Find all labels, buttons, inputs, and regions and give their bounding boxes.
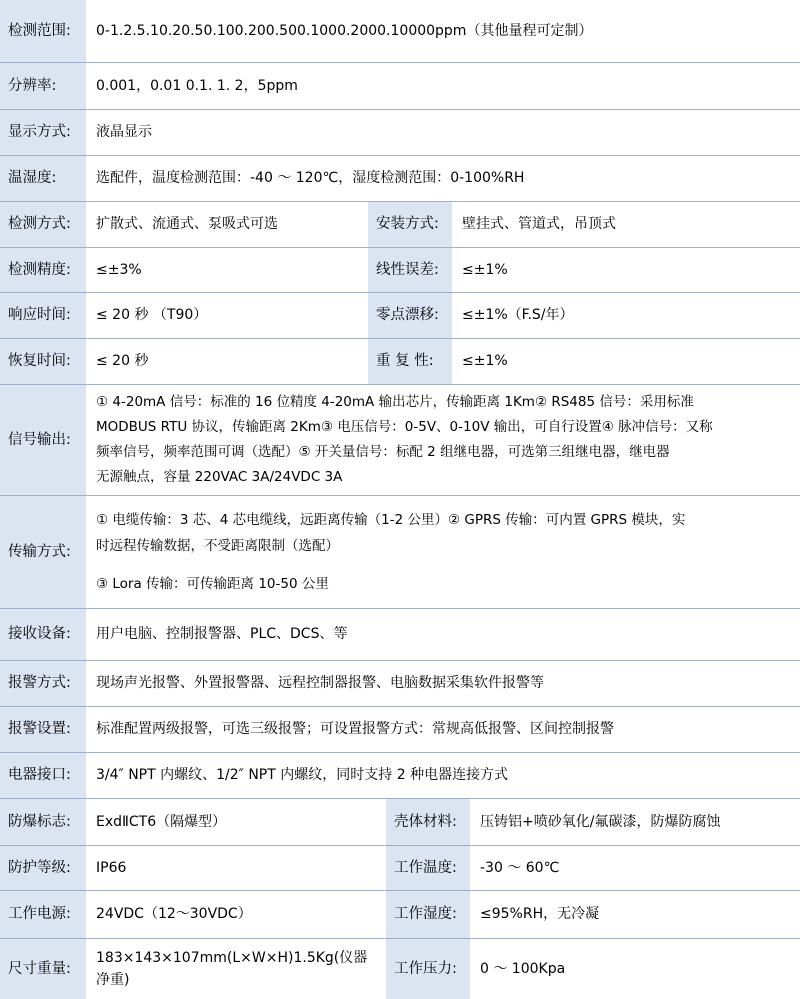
recovery-time-value: ≤ 20 秒: [86, 339, 368, 384]
spec-row-electrical-interface: [0, 753, 800, 799]
spec-row-recovery-repeat: [0, 339, 800, 385]
install-method-label: 安装方式:: [368, 202, 452, 247]
protection-level-value: IP66: [86, 846, 386, 890]
zero-drift-label: 零点漂移:: [368, 293, 452, 338]
housing-material-label: 壳体材料:: [386, 799, 470, 845]
receiver-label: 接收设备:: [0, 609, 86, 660]
working-humidity-label: 工作湿度:: [386, 891, 470, 938]
repeatability-value: ≤±1%: [452, 339, 800, 384]
linearity-value: ≤±1%: [452, 248, 800, 292]
spec-row-response-drift: [0, 293, 800, 339]
power-label: 工作电源:: [0, 891, 86, 938]
range-label: 检测范围:: [0, 0, 86, 62]
transmission-value: [86, 496, 800, 608]
spec-row-alarm-setting: [0, 707, 800, 753]
electrical-interface-label: 电器接口:: [0, 753, 86, 798]
signal-output-line: 频率信号，频率范围可调（选配）⑤ 开关量信号：标配 2 组继电器，可选第三组继电器，继电器: [96, 444, 670, 460]
spec-row-transmission: [0, 496, 800, 609]
signal-output-label: 信号输出:: [0, 385, 86, 495]
size-weight-value: [86, 939, 386, 999]
resolution-value: 0.001，0.01 0.1. 1. 2，5ppm: [86, 63, 800, 109]
spec-row-size-pressure: [0, 939, 800, 999]
temp-humidity-value: 选配件，温度检测范围：-40 ～ 120℃，湿度检测范围：0-100%RH: [86, 156, 800, 201]
temp-humidity-label: 温湿度:: [0, 156, 86, 201]
power-value: 24VDC（12～30VDC）: [86, 891, 386, 938]
alarm-method-value: 现场声光报警、外置报警器、远程控制器报警、电脑数据采集软件报警等: [86, 661, 800, 706]
spec-row-explosion-housing: [0, 799, 800, 846]
response-time-label: 响应时间:: [0, 293, 86, 338]
spec-row-alarm-method: [0, 661, 800, 707]
size-weight-line: 183×143×107mm(L×W×H)1.5Kg(仪器: [96, 950, 368, 966]
response-time-value: ≤ 20 秒 （T90）: [86, 293, 368, 338]
accuracy-label: 检测精度:: [0, 248, 86, 292]
detect-method-value: 扩散式、流通式、泵吸式可选: [86, 202, 368, 247]
transmission-line: ① 电缆传输：3 芯、4 芯电缆线，远距离传输（1-2 公里）② GPRS 传输：可内置 GPRS 模块，实: [96, 512, 686, 528]
working-pressure-label: 工作压力:: [386, 939, 470, 999]
spec-row-power-humidity: [0, 891, 800, 939]
receiver-value: 用户电脑、控制报警器、PLC、DCS、等: [86, 609, 800, 660]
signal-output-line: ① 4-20mA 信号：标准的 16 位精度 4-20mA 输出芯片，传输距离 1Km② RS485 信号：采用标准: [96, 394, 694, 410]
zero-drift-value: ≤±1%（F.S/年）: [452, 293, 800, 338]
linearity-label: 线性误差:: [368, 248, 452, 292]
alarm-method-label: 报警方式:: [0, 661, 86, 706]
signal-output-line: 无源触点，容量 220VAC 3A/24VDC 3A: [96, 469, 343, 485]
signal-output-value: [86, 385, 800, 495]
alarm-setting-value: 标准配置两级报警，可选三级报警；可设置报警方式：常规高低报警、区间控制报警: [86, 707, 800, 752]
spec-row-protection-temp: [0, 846, 800, 891]
display-label: 显示方式:: [0, 110, 86, 155]
working-temp-label: 工作温度:: [386, 846, 470, 890]
repeatability-label: 重 复 性:: [368, 339, 452, 384]
spec-row-signal-output: [0, 385, 800, 496]
working-temp-value: -30 ～ 60℃: [470, 846, 800, 890]
display-value: 液晶显示: [86, 110, 800, 155]
electrical-interface-value: 3/4″ NPT 内螺纹、1/2″ NPT 内螺纹，同时支持 2 种电器连接方式: [86, 753, 800, 798]
size-weight-label: 尺寸重量:: [0, 939, 86, 999]
accuracy-value: ≤±3%: [86, 248, 368, 292]
signal-output-line: MODBUS RTU 协议，传输距离 2Km③ 电压信号：0-5V、0-10V 输出，可自行设置④ 脉冲信号：又称: [96, 419, 713, 435]
transmission-line: ③ Lora 传输：可传输距离 10-50 公里: [96, 576, 329, 592]
size-weight-line: 净重): [96, 972, 130, 988]
working-pressure-value: 0 ～ 100Kpa: [470, 939, 800, 999]
resolution-label: 分辨率:: [0, 63, 86, 109]
recovery-time-label: 恢复时间:: [0, 339, 86, 384]
working-humidity-value: ≤95%RH，无冷凝: [470, 891, 800, 938]
transmission-line: 时远程传输数据，不受距离限制（选配）: [96, 538, 339, 554]
spec-row-display: [0, 110, 800, 156]
spec-row-detect-install: [0, 202, 800, 248]
detect-method-label: 检测方式:: [0, 202, 86, 247]
range-value: 0-1.2.5.10.20.50.100.200.500.1000.2000.10000ppm（其他量程可定制）: [86, 0, 800, 62]
housing-material-value: 压铸铝+喷砂氧化/氟碳漆，防爆防腐蚀: [470, 799, 800, 845]
explosion-mark-label: 防爆标志:: [0, 799, 86, 845]
protection-level-label: 防护等级:: [0, 846, 86, 890]
transmission-label: 传输方式:: [0, 496, 86, 608]
explosion-mark-value: ExdⅡCT6（隔爆型）: [86, 799, 386, 845]
install-method-value: 壁挂式、管道式，吊顶式: [452, 202, 800, 247]
spec-row-temp-humidity: [0, 156, 800, 202]
spec-row-receiver: [0, 609, 800, 661]
alarm-setting-label: 报警设置:: [0, 707, 86, 752]
spec-row-accuracy-linearity: [0, 248, 800, 293]
spec-row-range: [0, 0, 800, 63]
spec-row-resolution: [0, 63, 800, 110]
